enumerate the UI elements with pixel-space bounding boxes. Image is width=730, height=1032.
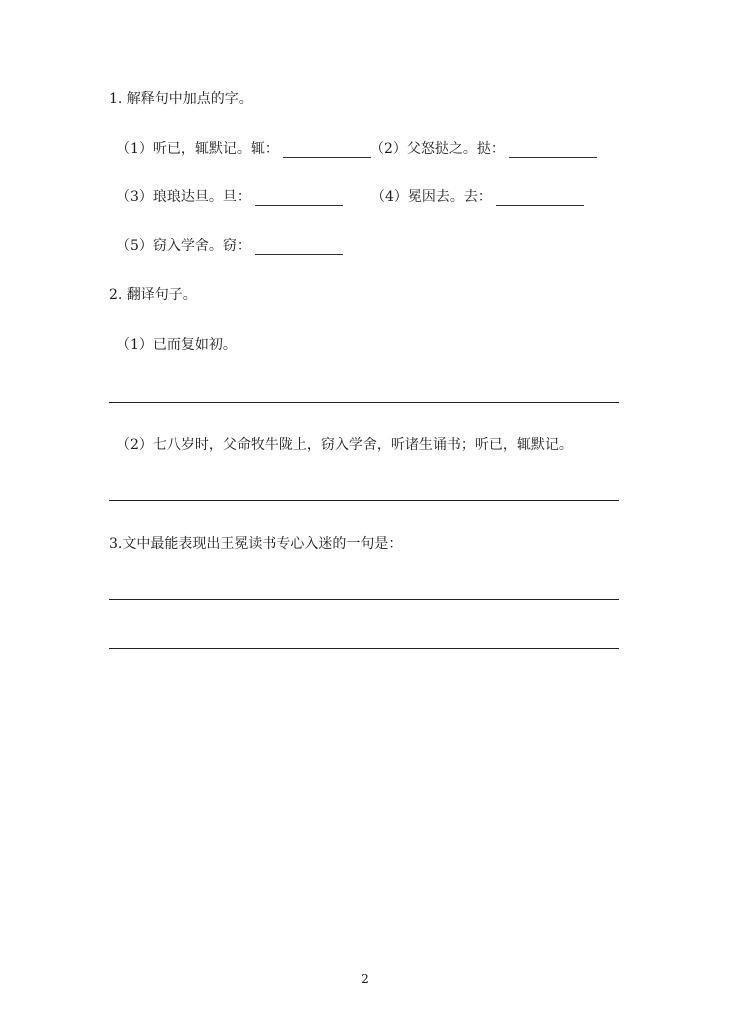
item-3-text: （3）琅琅达旦。旦： bbox=[116, 189, 251, 205]
question-2-heading: 2. 翻译句子。 bbox=[109, 287, 197, 303]
answer-line-3-2[interactable] bbox=[109, 648, 619, 649]
item-4-text: （4）冕因去。去： bbox=[371, 189, 492, 205]
answer-blank-3[interactable] bbox=[255, 191, 343, 206]
answer-line-3-1[interactable] bbox=[109, 599, 619, 600]
question-1-item-1 bbox=[116, 140, 371, 158]
page-number: 2 bbox=[361, 972, 369, 986]
answer-blank-5[interactable] bbox=[255, 240, 343, 255]
answer-blank-4[interactable] bbox=[496, 191, 584, 206]
answer-line-2-2[interactable] bbox=[109, 500, 619, 501]
answer-line-2-1[interactable] bbox=[109, 402, 619, 403]
question-1-item-3 bbox=[116, 188, 343, 206]
question-1-item-4 bbox=[371, 188, 584, 206]
question-1-item-2 bbox=[370, 140, 597, 158]
question-3-heading: 3.文中最能表现出王冕读书专心入迷的一句是： bbox=[109, 536, 403, 552]
question-2-item-2: （2）七八岁时，父命牧牛陇上，窃入学舍，听诸生诵书；听已，辄默记。 bbox=[116, 437, 573, 453]
item-2-text: （2）父怒挞之。挞： bbox=[370, 141, 505, 157]
answer-blank-1[interactable] bbox=[283, 143, 371, 158]
item-1-text: （1）听已，辄默记。辄： bbox=[116, 141, 279, 157]
item-5-text: （5）窃入学舍。窃： bbox=[116, 238, 251, 254]
answer-blank-2[interactable] bbox=[509, 143, 597, 158]
question-1-heading: 1. 解释句中加点的字。 bbox=[109, 91, 253, 107]
question-2-item-1: （1）已而复如初。 bbox=[116, 337, 237, 353]
question-1-item-5 bbox=[116, 237, 343, 255]
